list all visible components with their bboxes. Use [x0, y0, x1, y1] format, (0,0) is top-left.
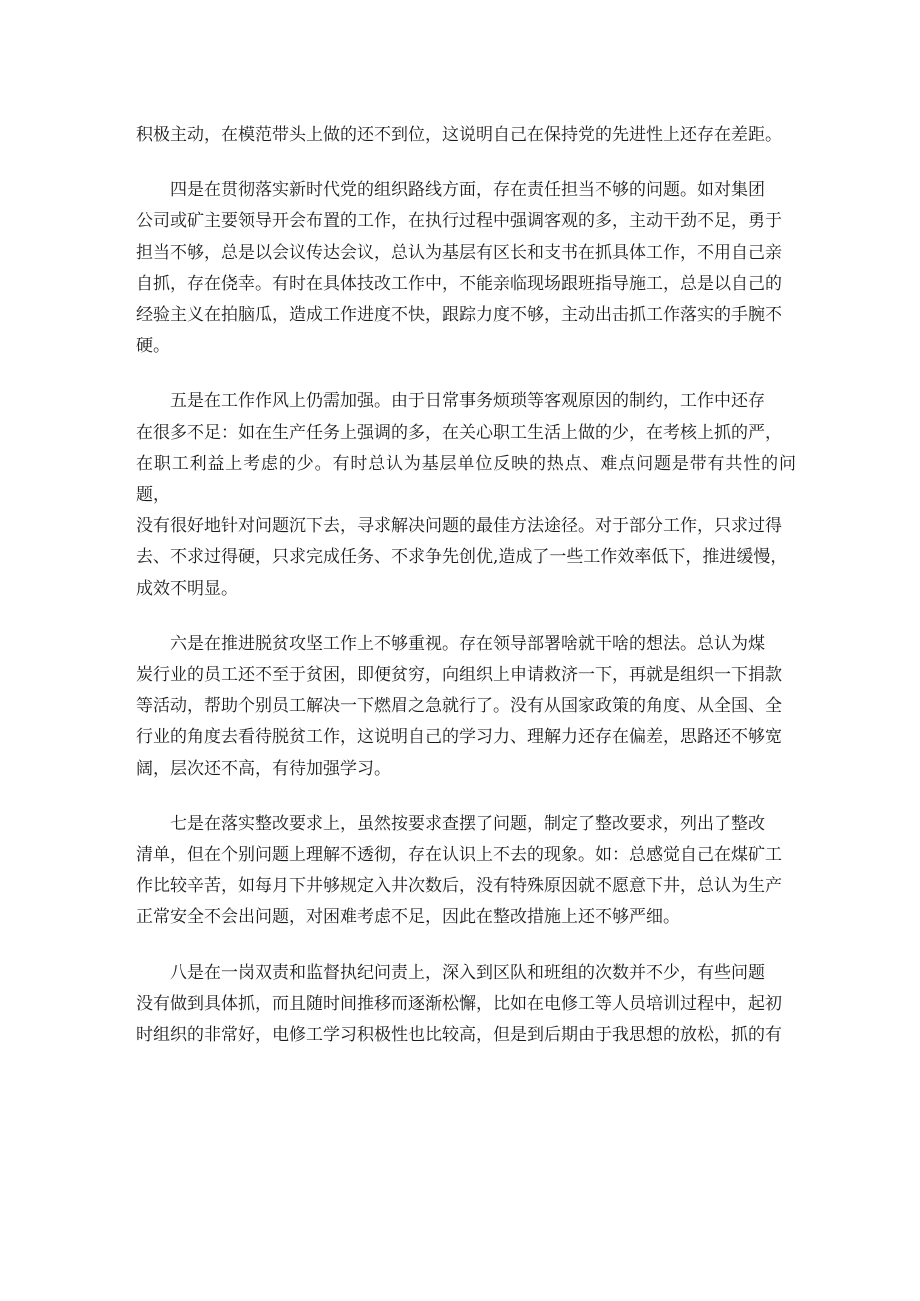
paragraph-point-six: 六是在推进脱贫攻坚工作上不够重视。存在领导部署啥就干啥的想法。总认为煤 炭行业的员工还不至于贫困，即便贫穷，向组织上申请救济一下，再就是组织一下捐款 等活动，帮助个别员工解决一下燃眉之急就行了。没有从国家政策的角度、从全国、全 行业的角度去看待脱贫工作，这说明自己的学习力、理解力还存在偏差，思路还不够宽 阔，层次还不高，有待加强学习。	[136, 633, 782, 779]
document-body	[136, 120, 796, 1051]
paragraph-point-five: 五是在工作作风上仍需加强。由于日常事务烦琐等客观原因的制约，工作中还存 在很多不足：如在生产任务上强调的多，在关心职工生活上做的少，在考核上抓的严， 在职工利益上考虑的少。有时总认为基层单位反映的热点、难点问题是带有共性的问题， 没有很好地针对问题沉下去，寻求解决问题的最佳方法途径。对于部分工作，只求过得 去、不求过得硬，只求完成任务、不求争先创优,造成了一些工作效率低下，推进缓慢， 成效不明显。	[136, 391, 796, 599]
paragraph-point-seven: 七是在落实整改要求上，虽然按要求查摆了问题，制定了整改要求，列出了整改 清单，但在个别问题上理解不透彻，存在认识上不去的现象。如：总感觉自己在煤矿工 作比较辛苦，如每月下井够规定入井次数后，没有特殊原因就不愿意下井，总认为生产 正常安全不会出问题，对困难考虑不足，因此在整改措施上还不够严细。	[136, 813, 782, 928]
paragraph-point-four: 四是在贯彻落实新时代党的组织路线方面，存在责任担当不够的问题。如对集团 公司或矿主要领导开会布置的工作，在执行过程中强调客观的多，主动干劲不足，勇于 担当不够，总是以会议传达会议，总认为基层有区长和支书在抓具体工作，不用自己亲 自抓，存在侥幸。有时在具体技改工作中，不能亲临现场跟班指导施工，总是以自己的 经验主义在拍脑瓜，造成工作进度不快，跟踪力度不够，主动出击抓工作落实的手腕不 硬。	[136, 180, 782, 357]
paragraph-continuation: 积极主动，在模范带头上做的还不到位，这说明自己在保持党的先进性上还存在差距。	[136, 125, 782, 145]
paragraph-point-eight: 八是在一岗双责和监督执纪问责上，深入到区队和班组的次数并不少，有些问题 没有做到具体抓，而且随时间推移而逐渐松懈，比如在电修工等人员培训过程中，起初 时组织的非常好，电修工学习积极性也比较高，但是到后期由于我思想的放松，抓的有	[136, 962, 782, 1046]
